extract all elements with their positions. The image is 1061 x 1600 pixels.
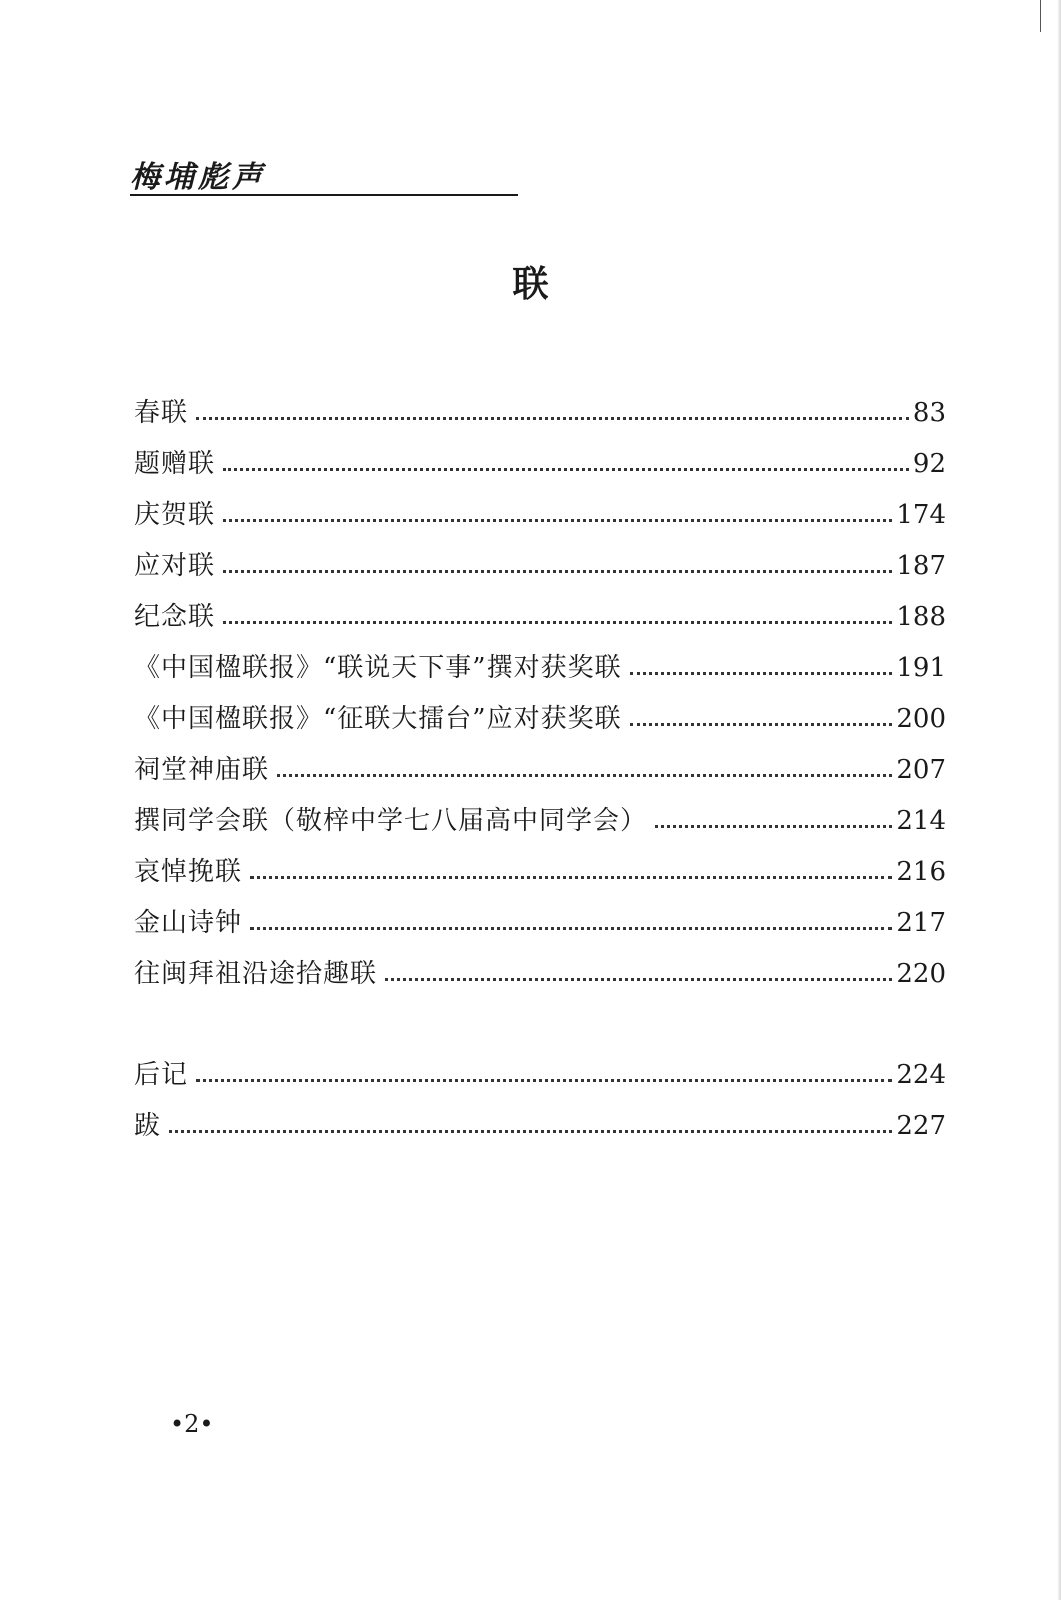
dot-leader — [223, 570, 892, 573]
toc-entry-page: 227 — [896, 1111, 946, 1141]
toc-entry-page: 92 — [912, 449, 946, 479]
toc-entry-page: 224 — [896, 1060, 946, 1090]
dot-leader — [169, 1130, 892, 1133]
dot-leader — [196, 417, 909, 420]
toc-entry-title: 应对联 — [134, 551, 216, 581]
dot-leader — [655, 825, 892, 828]
section-title: 联 — [512, 264, 549, 305]
scan-mark — [1040, 0, 1041, 32]
toc-entry[interactable] — [134, 477, 946, 528]
toc-entry-page: 200 — [896, 704, 946, 734]
table-of-contents — [134, 375, 946, 1139]
toc-entry[interactable] — [134, 579, 946, 630]
toc-entry-page: 217 — [896, 908, 946, 938]
dot-leader — [250, 927, 892, 930]
toc-entry-title: 跋 — [134, 1111, 162, 1141]
toc-entry-page: 174 — [896, 500, 946, 530]
toc-entry-page: 207 — [896, 755, 946, 785]
dot-leader — [277, 774, 892, 777]
toc-entry[interactable] — [134, 783, 946, 834]
dot-leader — [630, 672, 893, 675]
toc-entry-title: 庆贺联 — [134, 500, 216, 530]
toc-entry[interactable] — [134, 528, 946, 579]
toc-entry[interactable] — [134, 1088, 946, 1139]
dot-leader — [223, 621, 892, 624]
toc-entry-page: 83 — [912, 398, 946, 428]
toc-entry-page: 187 — [896, 551, 946, 581]
toc-entry-page: 214 — [896, 806, 946, 836]
toc-entry-title: 后记 — [134, 1060, 189, 1090]
dot-leader — [196, 1079, 892, 1082]
dot-leader — [385, 978, 892, 981]
toc-entry[interactable] — [134, 1037, 946, 1088]
running-header-text: 梅埔彪声 — [130, 160, 266, 195]
page-number: •2• — [170, 1410, 214, 1438]
toc-entry[interactable] — [134, 732, 946, 783]
toc-entry[interactable] — [134, 885, 946, 936]
toc-entry-page: 188 — [896, 602, 946, 632]
toc-entry-title: 题赠联 — [134, 449, 216, 479]
dot-leader — [250, 876, 892, 879]
dot-leader — [223, 468, 909, 471]
running-header — [130, 152, 518, 196]
toc-entry-title: 《中国楹联报》“联说天下事”撰对获奖联 — [134, 653, 622, 683]
toc-entry[interactable] — [134, 630, 946, 681]
toc-entry[interactable] — [134, 936, 946, 987]
toc-entry-page: 220 — [896, 959, 946, 989]
toc-entry-title: 纪念联 — [134, 602, 216, 632]
toc-entry-title: 金山诗钟 — [134, 908, 243, 938]
dot-leader — [223, 519, 892, 522]
toc-entry-title: 撰同学会联（敬梓中学七八届高中同学会） — [134, 806, 648, 836]
toc-entry[interactable] — [134, 834, 946, 885]
toc-entry-title: 祠堂神庙联 — [134, 755, 270, 785]
toc-entry-title: 《中国楹联报》“征联大擂台”应对获奖联 — [134, 704, 622, 734]
toc-entry[interactable] — [134, 426, 946, 477]
dot-leader — [630, 723, 893, 726]
toc-entry[interactable] — [134, 375, 946, 426]
toc-entry[interactable] — [134, 681, 946, 732]
toc-entry-title: 往闽拜祖沿途拾趣联 — [134, 959, 378, 989]
toc-entry-page: 191 — [896, 653, 946, 683]
toc-entry-title: 春联 — [134, 398, 189, 428]
toc-entry-page: 216 — [896, 857, 946, 887]
toc-entry-title: 哀悼挽联 — [134, 857, 243, 887]
